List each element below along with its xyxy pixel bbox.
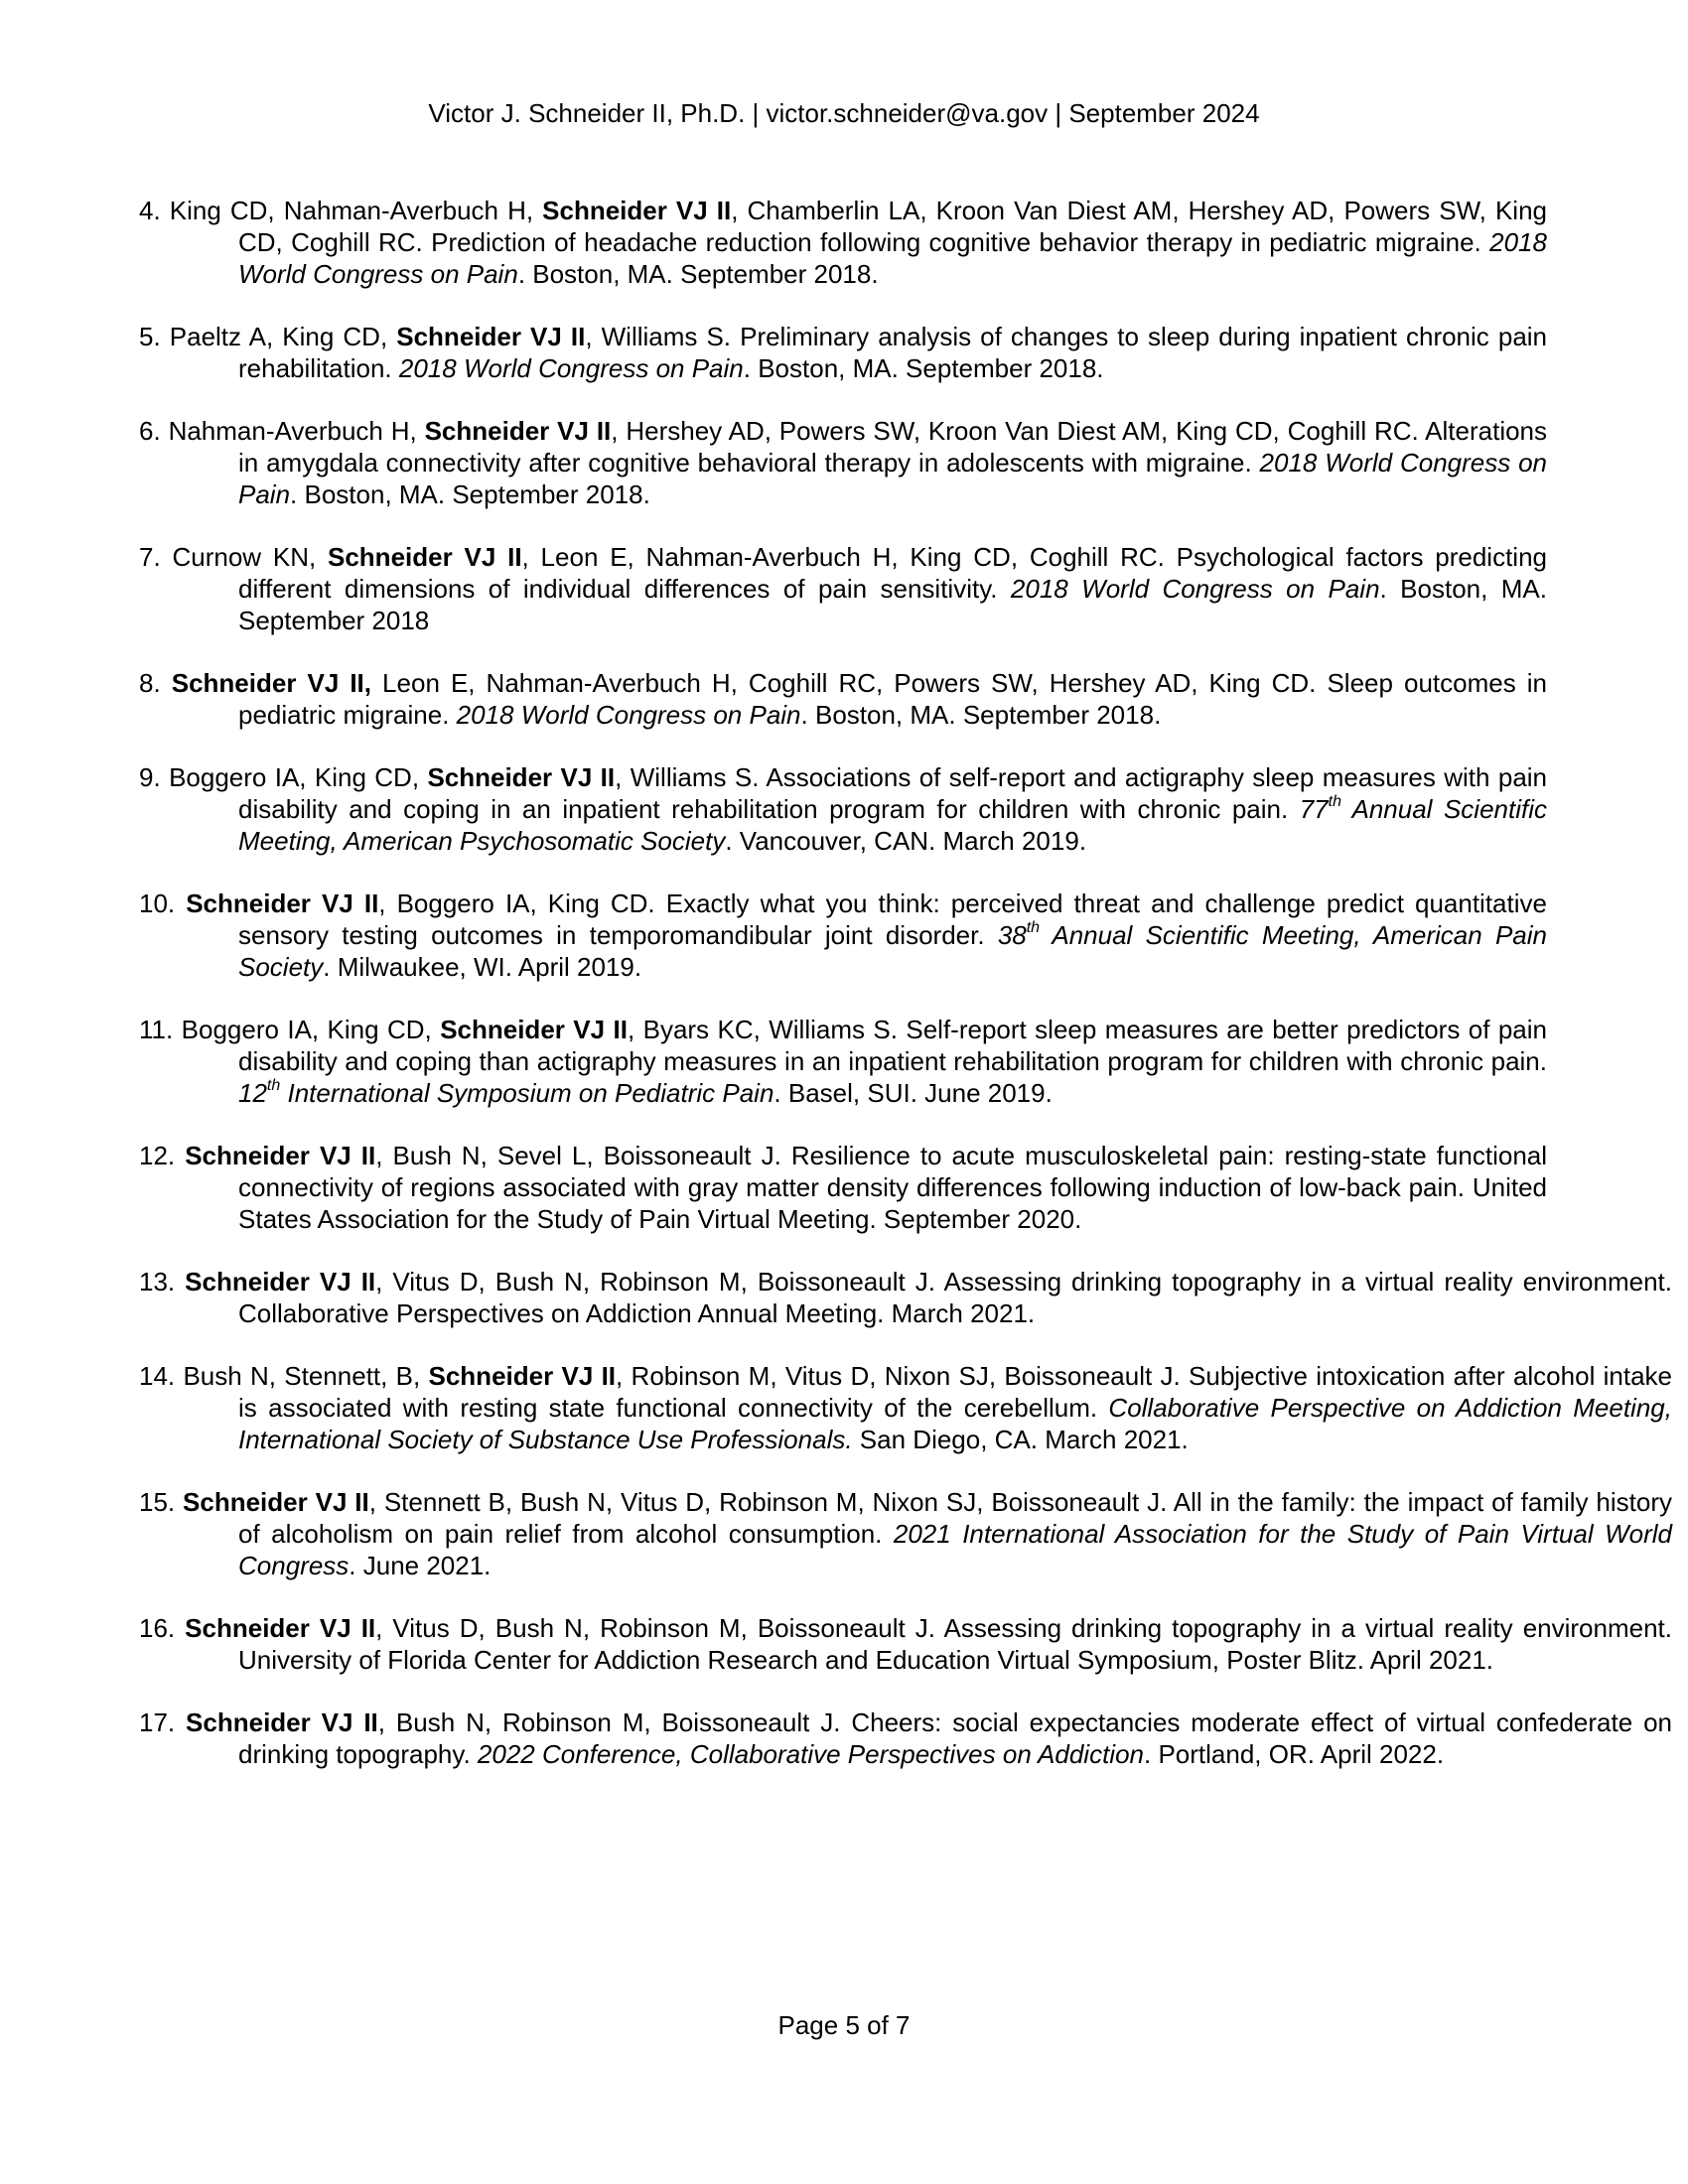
entry-authors-before: Nahman-Averbuch H, [168,416,425,446]
entry-details: . Vancouver, CAN. March 2019. [725,826,1087,856]
entry-venue-name: 2018 World Congress on Pain [398,353,744,383]
entry-title: Assessing drinking topography in a virtual reality environment. University of Florida Center for Addiction Research and Education Virtual Symposium, Poster Blitz. April 2021. [238,1613,1672,1675]
entry-authors-after: , Bush N, Robinson M, Boissoneault J. [377,1707,841,1737]
entry-number: 17. [139,1707,176,1737]
entry-details: . Portland, OR. April 2022. [1144,1739,1445,1769]
list-item [139,1486,1672,1581]
list-item [139,887,1547,983]
entry-self-author: Schneider VJ II [542,196,732,225]
entry-number: 5. [139,322,161,351]
entry-self-author: Schneider VJ II [186,888,379,918]
entry-details: . Boston, MA. September 2018. [290,479,650,509]
entry-number: 9. [139,762,161,792]
list-item [139,1266,1672,1329]
entry-details: . Milwaukee, WI. April 2019. [323,952,642,982]
entry-authors-after: , Vitus D, Bush N, Robinson M, Boissoneault J. [375,1267,935,1297]
entry-title: Assessing drinking topography in a virtual reality environment. Collaborative Perspectives on Addiction Annual Meeting. March 2021. [238,1267,1672,1328]
entry-number: 11. [139,1015,174,1044]
entry-title: Preliminary analysis of changes to sleep during inpatient chronic pain rehabilitation. [238,322,1548,383]
entry-venue-name: Collaborative Perspective on Addiction Meeting, International Society of Substance Use Professionals. [238,1393,1672,1454]
entry-title: Associations of self-report and actigraphy sleep measures with pain disability and coping in an inpatient rehabilitation program for children with chronic pain. [238,762,1548,824]
entry-venue [1011,574,1380,604]
entry-venue-name: 2018 World Congress on Pain [456,700,801,730]
entry-authors-before: Paeltz A, King CD, [169,322,397,351]
entry-venue [457,700,801,730]
entry-authors-after: , Boggero IA, King CD. [378,888,655,918]
entry-self-author: Schneider VJ II [185,1267,376,1297]
entry-details: . June 2021. [349,1551,492,1580]
entry-venue-name: Annual Scientific Meeting, American Psychosomatic Society [238,794,1547,856]
entry-title: Sleep outcomes in pediatric migraine. [238,668,1547,730]
entry-venue [238,1078,774,1108]
entry-self-author: Schneider VJ II [424,416,612,446]
entry-authors-after: , Williams S. [615,762,760,792]
entry-details: . Boston, MA. September 2018 [238,574,1547,635]
entry-venue-ordinal: th [1328,793,1341,811]
list-item [139,761,1547,857]
list-item [139,1706,1672,1770]
entry-self-author: Schneider VJ II, [171,668,372,698]
entry-authors-after: , Williams S. [585,322,732,351]
entry-venue-prefix: 77 [1299,794,1329,824]
entry-title: Subjective intoxication after alcohol intake is associated with resting state functional connectivity of the cerebellum. [238,1361,1673,1423]
entry-authors-after: , Robinson M, Vitus D, Nixon SJ, Boissoneault J. [616,1361,1181,1391]
entry-number: 16. [139,1613,176,1643]
list-item [139,415,1547,510]
entry-number: 7. [139,542,161,572]
list-item [139,321,1547,384]
list-item [139,195,1547,290]
entry-number: 15. [139,1487,176,1517]
entry-venue-name: 2022 Conference, Collaborative Perspectives on Addiction [477,1739,1145,1769]
entry-title: All in the family: the impact of family history of alcoholism on pain relief from alcohol consumption. [238,1487,1672,1549]
entry-self-author: Schneider VJ II [183,1487,369,1517]
entry-number: 12. [139,1141,176,1170]
list-item [139,1140,1547,1235]
entry-venue-ordinal: th [266,1077,281,1095]
entry-authors-before: Boggero IA, King CD, [181,1015,441,1044]
entry-authors-before: Boggero IA, King CD, [169,762,428,792]
entry-self-author: Schneider VJ II [428,1361,617,1391]
entry-details: . Boston, MA. September 2018. [743,353,1104,383]
entry-number: 14. [139,1361,176,1391]
entry-number: 13. [139,1267,176,1297]
entry-venue-name: 2018 World Congress on Pain [238,448,1547,509]
entry-venue-prefix: 12 [238,1078,267,1108]
entry-venue [399,353,744,383]
entry-venue-prefix: 38 [997,920,1027,950]
entry-title: Alterations in amygdala connectivity after cognitive behavioral therapy in adolescents with migraine. [238,416,1548,478]
entry-venue-name: 2018 World Congress on Pain [1010,574,1380,604]
entry-title: Psychological factors predicting different dimensions of individual differences of pain sensitivity. [238,542,1547,604]
entry-self-author: Schneider VJ II [328,542,522,572]
entry-venue-name: 2018 World Congress on Pain [238,227,1547,289]
entry-authors-before: Bush N, Stennett, B, [183,1361,429,1391]
entry-title: Resilience to acute musculoskeletal pain: resting-state functional connectivity of regions associated with gray matter density differences following induction of low-back pain. United States Association for the Study of Pain Virtual Meeting. September 2020. [238,1141,1548,1234]
entry-venue-ordinal: th [1026,919,1041,937]
entry-authors-after: , Hershey AD, Powers SW, Kroon Van Diest AM, King CD, Coghill RC. [611,416,1419,446]
list-item [139,667,1547,731]
list-item [139,1014,1547,1109]
entry-venue-name: International Symposium on Pediatric Pain [280,1078,774,1108]
entry-title: Prediction of headache reduction following cognitive behavior therapy in pediatric migraine. [422,227,1490,257]
entry-details: . Boston, MA. September 2018. [800,700,1162,730]
entry-venue-name: 2021 International Association for the Study of Pain Virtual World Congress [238,1519,1673,1580]
page-header: Victor J. Schneider II, Ph.D. | victor.schneider@va.gov | September 2024 [428,98,1260,128]
list-item [139,541,1547,636]
entry-details: San Diego, CA. March 2021. [852,1425,1189,1454]
entry-title: Self-report sleep measures are better predictors of pain disability and coping than actigraphy measures in an inpatient rehabilitation program for children with chronic pain. [238,1015,1547,1076]
poster-presentations-list [139,195,1673,1801]
entry-self-author: Schneider VJ II [427,762,616,792]
entry-authors-after: Leon E, Nahman-Averbuch H, Coghill RC, Powers SW, Hershey AD, King CD. [371,668,1317,698]
page-number: Page 5 of 7 [777,2010,911,2040]
list-item [139,1612,1672,1676]
entry-number: 8. [139,668,161,698]
entry-authors-after: , Bush N, Sevel L, Boissoneault J. [375,1141,781,1170]
entry-authors-before: King CD, Nahman-Averbuch H, [169,196,543,225]
entry-authors-after: , Leon E, Nahman-Averbuch H, King CD, Coghill RC. [521,542,1165,572]
entry-title: Cheers: social expectancies moderate effect of virtual confederate on drinking topography. [238,1707,1672,1769]
entry-authors-after: , Byars KC, Williams S. [627,1015,898,1044]
entry-authors-after: , Vitus D, Bush N, Robinson M, Boissoneault J. [375,1613,935,1643]
entry-authors-after: , Stennett B, Bush N, Vitus D, Robinson M, Nixon SJ, Boissoneault J. [368,1487,1168,1517]
entry-details: . Basel, SUI. June 2019. [774,1078,1053,1108]
entry-number: 4. [139,196,161,225]
entry-venue [478,1739,1144,1769]
entry-number: 6. [139,416,161,446]
entry-title: Exactly what you think: perceived threat and challenge predict quantitative sensory testing outcomes in temporomandibular joint disorder. [238,888,1547,950]
entry-self-author: Schneider VJ II [186,1707,378,1737]
list-item [139,1360,1672,1455]
entry-venue-name: Annual Scientific Meeting, American Pain Society [238,920,1547,982]
entry-self-author: Schneider VJ II [185,1613,376,1643]
entry-details: . Boston, MA. September 2018. [517,259,879,289]
entry-self-author: Schneider VJ II [396,322,586,351]
entry-self-author: Schneider VJ II [185,1141,376,1170]
entry-self-author: Schneider VJ II [440,1015,628,1044]
entry-authors-before: Curnow KN, [172,542,328,572]
entry-authors-after: , Chamberlin LA, Kroon Van Diest AM, Hershey AD, Powers SW, King CD, Coghill RC. [238,196,1547,257]
entry-number: 10. [139,888,176,918]
